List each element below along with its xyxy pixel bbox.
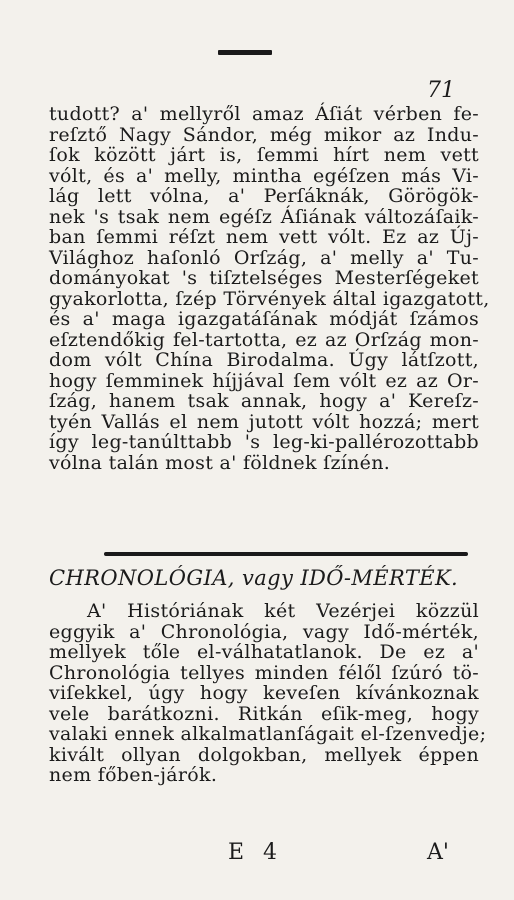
text-line: mellyek tőle el-válhatatlanok. De ez a' [49,641,479,663]
text-line: így leg-tanúlttabb 's leg-ki-pallérozottabb [49,431,479,453]
text-line: tudott? a' mellyről amaz Áſiát vérben fe- [49,103,479,125]
text-line: dom vólt Chína Birodalma. Úgy látſzott, [49,349,479,371]
text-line: A' Históriának két Vezérjei közzül [87,600,479,622]
text-line: hogy ſemminek híjjával ſem vólt ez az Or- [49,369,479,392]
top-ornamental-rule [218,50,272,55]
section-divider-rule [104,552,468,556]
text-line: kivált ollyan dolgokban, mellyek éppen [49,743,479,766]
text-line: dományokat 's tiſztelséges Mesterſégeket [49,267,479,289]
printer-signature-mark: E 4 [228,840,284,865]
catchword: A' [427,840,449,865]
text-line: ban ſemmi réſzt nem vett vólt. Ez az Új- [49,226,479,248]
text-line: vele barátkozni. Ritkán eſik-meg, hogy [49,702,479,725]
page-number: 71 [427,78,455,103]
text-line: és a' maga igazgatáſának módját ſzámos [49,308,479,330]
section-heading: CHRONOLÓGIA, vagy IDŐ-MÉRTÉK. [49,566,459,590]
text-line: Világhoz haſonló Orſzág, a' melly a' Tu- [49,246,479,269]
text-line: nem főben-járók. [49,764,218,786]
text-line: reſztő Nagy Sándor, még mikor az Indu- [49,123,479,146]
text-line: valaki ennek alkalmatlanſágait el-ſzenvedje; [49,723,487,745]
text-line: tyén Vallás el nem jutott vólt hozzá; mert [49,410,479,433]
text-line: eggyik a' Chronológia, vagy Idő-mérték, [49,620,479,643]
section-text-block [49,600,487,786]
text-line: vólt, és a' melly, mintha egéſzen más Vi- [49,164,479,187]
text-line: ſzág, hanem tsak annak, hogy a' Kereſz- [49,390,479,412]
text-line: nek 's tsak nem egéſz Áſiának változáſaik- [49,205,479,228]
text-line: ſok között járt is, ſemmi hírt nem vett [49,144,479,166]
text-line: lág lett vólna, a' Perſáknák, Görögök- [49,185,479,207]
text-line: gyakorlotta, ſzép Törvények által igazgatott, [49,287,490,310]
text-line: Chronológia tellyes minden félől ſzúró tö- [49,661,479,684]
text-line: vólna talán most a' földnek ſzínén. [49,451,391,474]
text-line: viſekkel, úgy hogy keveſen kívánkoznak [49,682,479,704]
text-line: eſztendőkig fel-tartotta, ez az Orſzág mon- [49,328,479,351]
main-text-block [49,103,490,474]
